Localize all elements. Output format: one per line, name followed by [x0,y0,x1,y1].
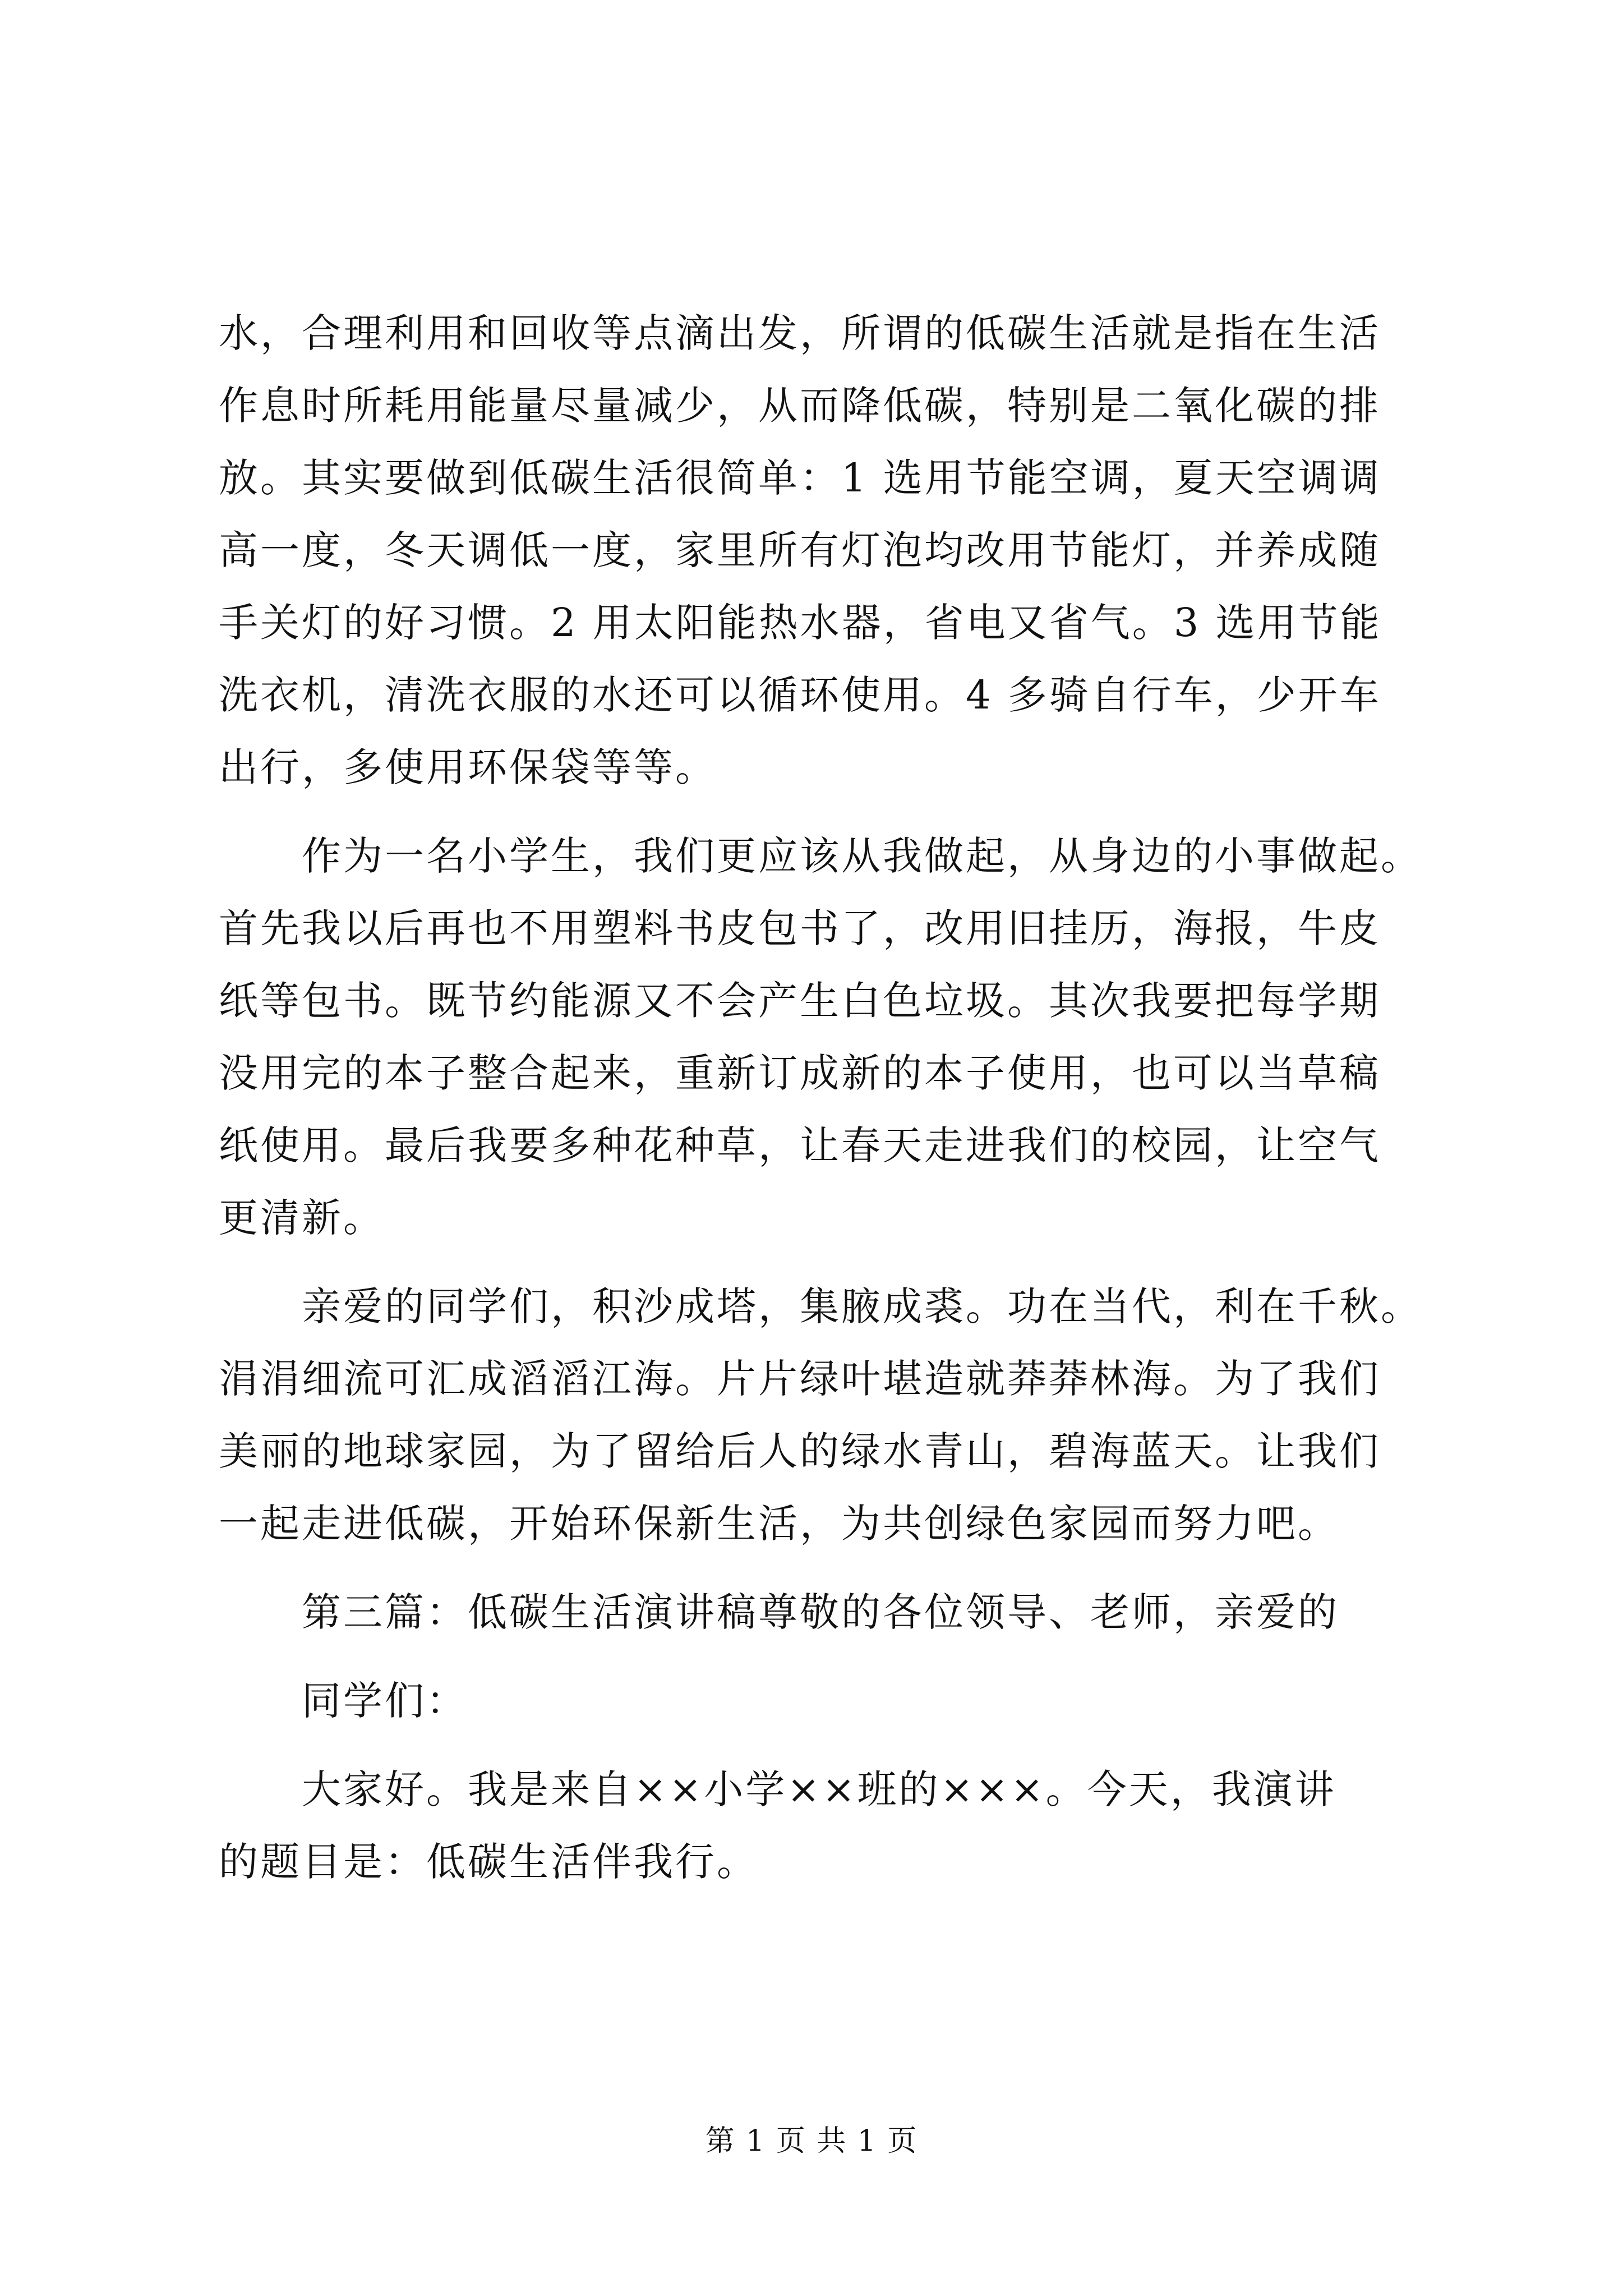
text-line: 亲爱的同学们，积沙成塔，集腋成裘。功在当代，利在千秋。 [219,1283,1422,1329]
paragraph-gap [219,1649,1424,1665]
text-line: 第三篇：低碳生活演讲稿尊敬的各位领导、老师，亲爱的 [219,1589,1339,1635]
text-line: 没用完的本子整合起来，重新订成新的本子使用，也可以当草稿 [219,1050,1381,1096]
text-line: 大家好。我是来自××小学××班的×××。今天，我演讲 [219,1766,1336,1812]
text-line: 纸等包书。既节约能源又不会产生白色垃圾。其次我要把每学期 [219,978,1381,1024]
document-body [219,297,1424,1898]
text-line: 高一度，冬天调低一度，家里所有灯泡均改用节能灯，并养成随 [219,527,1381,573]
text-line: 出行，多使用环保袋等等。 [219,744,717,790]
text-line: 美丽的地球家园，为了留给后人的绿水青山，碧海蓝天。让我们 [219,1428,1381,1474]
text-line: 洗衣机，清洗衣服的水还可以循环使用。4 多骑自行车，少开车 [219,672,1381,718]
text-line: 更清新。 [219,1195,385,1241]
text-line: 一起走进低碳，开始环保新生活，为共创绿色家园而努力吧。 [219,1501,1339,1547]
paragraph-gap [219,1254,1424,1271]
paragraph-gap [219,1737,1424,1754]
text-line: 同学们： [219,1678,468,1724]
text-line: 手关灯的好习惯。2 用太阳能热水器，省电又省气。3 选用节能 [219,600,1382,646]
text-line: 放。其实要做到低碳生活很简单：1 选用节能空调，夏天空调调 [219,455,1381,501]
text-line: 涓涓细流可汇成滔滔江海。片片绿叶堪造就莽莽林海。为了我们 [219,1356,1381,1402]
page-number-label: 第 1 页 共 1 页 [705,2124,918,2158]
paragraph-gap [219,1560,1424,1576]
text-line: 水，合理利用和回收等点滴出发，所谓的低碳生活就是指在生活 [219,310,1381,356]
text-line: 作息时所耗用能量尽量减少，从而降低碳，特别是二氧化碳的排 [219,383,1381,429]
page-footer [0,2123,1623,2159]
text-line: 的题目是：低碳生活伴我行。 [219,1839,758,1885]
text-line: 纸使用。最后我要多种花种草，让春天走进我们的校园，让空气 [219,1122,1381,1168]
text-line: 首先我以后再也不用塑料书皮包书了，改用旧挂历，海报，牛皮 [219,905,1381,951]
paragraph-gap [219,804,1424,820]
text-line: 作为一名小学生，我们更应该从我做起，从身边的小事做起。 [219,833,1422,879]
